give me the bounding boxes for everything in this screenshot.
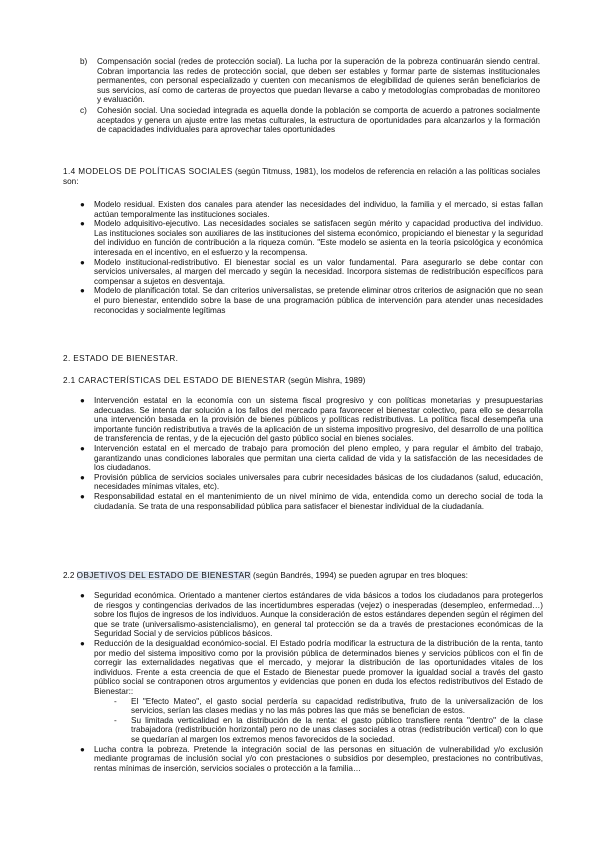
welfare-objectives-list [80, 591, 543, 773]
bullet-icon: ● [80, 443, 85, 453]
section-2-2-heading [63, 571, 543, 581]
list-item-text: Modelo institucional-redistributivo. El bienestar social es un valor fundamental. Para asegurarlo se debe contar con servicios universales, al margen del mercado y según la necesidad. Incorpora sistemas de redistribución específicos para compensar a sujetos en desventaja. [94, 257, 543, 286]
dash-icon: - [114, 715, 117, 725]
lettered-list [80, 57, 540, 135]
list-item-text: Responsabilidad estatal en el mantenimiento de un nivel mínimo de vida, entendida como un derecho social de toda la ciudadanía. Se trata de una responsabilidad pública para satisfacer el bienestar individual de la ciudadanía. [94, 491, 543, 511]
list-item-text: Modelo residual. Existen dos canales para atender las necesidades del individuo, la familia y el mercado, si estas fallan actúan temporalmente las instituciones sociales. [94, 200, 543, 219]
bullet-icon: ● [80, 744, 85, 754]
section-1-4-heading [63, 167, 543, 186]
bullet-icon: ● [80, 491, 85, 501]
bullet-icon: ● [80, 219, 85, 229]
list-item-text: Intervención estatal en el mercado de trabajo para promoción del pleno empleo, y para regular el ámbito del trabajo, garantizando unas condiciones laborales que permitan una cierta calidad de vida y la satisfacción de las necesidades de los ciudadanos. [94, 443, 543, 473]
bullet-icon: ● [80, 591, 85, 600]
list-item [80, 639, 543, 745]
section-2-1-heading [63, 376, 543, 386]
list-item-text: Modelo de planificación total. Se dan criterios universalistas, se pretende eliminar otros criterios de asignación que no sean el puro bienestar, entendido sobre la base de una programación pública de intervención para atender unas necesidades reconocidas y socialmente legítimas [94, 286, 543, 315]
section-title: 2.1 CARACTERÍSTICAS DEL ESTADO DE BIENESTAR [63, 376, 286, 385]
bullet-icon: ● [80, 200, 85, 209]
section-intro: (según Bandrés, 1994) se pueden agrupar en tres bloques: [250, 571, 468, 580]
list-item-text: Provisión pública de servicios sociales universales para cubrir necesidades básicas de los ciudadanos (salud, educación, necesidades mínimas vitales, etc). [94, 472, 543, 492]
list-item-text: Reducción de la desigualdad económico-social. El Estado podría modificar la estructura de la distribución de la renta, tanto por medio del sistema impositivo como por la provisión pública de determinados bienes y servicios públicos con el fin de corregir las externalidades negativas que el mercado, y mejorar la distribución de las oportunidades vitales de los individuos. Frente a esta creencia de que el Estado de Bienestar puede promover la igualdad social a través del gasto público social se contraponen otros argumentos y evidencias que ponen en duda los efectos redistributivos del Estado de Bienestar:: [94, 638, 543, 696]
list-item [80, 591, 543, 639]
section-source: (según Mishra, 1989) [285, 376, 366, 385]
list-item-text: Modelo adquisitivo-ejecutivo. Las necesidades sociales se satisfacen según mérito y capacidad productiva del individuo. Las instituciones sociales son auxiliares de las instituciones del sistema económico, propiciando el bienestar y la seguridad del individuo en función de contribución a la riqueza común. "Este modelo se asienta en la teoría psicológica y económica interesada en el incentivo, en el esfuerzo y la recompensa. [94, 219, 543, 257]
bullet-icon: ● [80, 396, 85, 405]
list-item [80, 219, 543, 257]
list-item [80, 444, 543, 473]
list-item-text: Lucha contra la pobreza. Pretende la integración social de las personas en situación de vulnerabilidad y/o exclusión mediante programas de inclusión social y/o con prestaciones o subsidios por desempleo, prestaciones no contributivas, rentas mínimas de inserción, servicios sociales o protección a la familia… [94, 744, 543, 773]
list-item-text: Compensación social (redes de protección social). La lucha por la superación de la pobreza continuarán siendo central. Cobran importancia las redes de protección social, que deben ser estables y formar parte de sistemas institucionales permanentes, con personal especializado y cuenten con mecanismos de elegibilidad de quienes serán beneficiarios de sus servicios, así como de carteras de proyectos que puedan llevarse a cabo y metodologías comprobadas de monitoreo y evaluación. [97, 57, 540, 105]
section-intro: (según Titmuss, 1981), los modelos de referencia en relación a las políticas sociales son: [63, 167, 541, 186]
sub-list-item [94, 697, 543, 716]
list-item [80, 492, 543, 511]
list-marker: b) [80, 57, 88, 66]
welfare-characteristics-list [80, 396, 543, 511]
list-item [80, 200, 543, 219]
dash-icon: - [114, 696, 117, 706]
bullet-icon: ● [80, 257, 85, 267]
list-marker: c) [80, 106, 87, 115]
section-title: 1.4 MODELOS DE POLÍTICAS SOCIALES [63, 167, 233, 176]
bullet-icon: ● [80, 472, 85, 482]
list-item [80, 745, 543, 774]
policy-models-list [80, 200, 543, 315]
sub-list-item-text: El "Efecto Mateo", el gasto social perdería su capacidad redistributiva, fruto de la universalización de los servicios, serían las clases medias y no las más pobres las que más se benefician de estos. [131, 696, 543, 716]
sub-list [94, 697, 543, 745]
list-item-text: Intervención estatal en la economía con un sistema fiscal progresivo y con políticas monetarias y presupuestarias adecuadas. Se intenta dar solución a los fallos del mercado para favorecer el bienestar colectivo, para ello se desarrolla una intervención basada en la provisión de bienes públicos y políticas redistributivas. La política fiscal desempeña una importante función redistributiva a través de la aplicación de un sistema impositivo progresivo, del desarrollo de una política de transferencia de rentas, y de la ejecución del gasto público social en bienes sociales. [94, 396, 543, 444]
sub-list-item-text: Su limitada verticalidad en la distribución de la renta: el gasto público transfiere renta "dentro" de la clase trabajadora (redistribución horizontal) pero no de unas clases sociales a otras (redistribución vertical) con lo que se quedarían al margen los extremos menos favorecidos de la sociedad. [131, 715, 543, 744]
list-item-c [80, 106, 540, 135]
list-item [80, 396, 543, 444]
section-2-heading: 2. ESTADO DE BIENESTAR. [63, 354, 179, 363]
list-item-text: Cohesión social. Una sociedad integrada es aquella donde la población se comporta de acuerdo a patrones socialmente aceptados y genera un ajuste entre las metas culturales, la estructura de oportunidades para alcanzarlos y la formación de capacidades individuales para aprovechar tales oportunidades [97, 106, 540, 135]
list-item-text: Seguridad económica. Orientado a mantener ciertos estándares de vida básicos a todos los ciudadanos para protegerlos de riesgos y contingencias derivados de las incertidumbres esperadas (vejez) o inesperadas (desempleo, enfermedad…) sobre los flujos de ingresos de los individuos. Aunque la consideración de estos estándares dependen según el régimen del que se trate (universalismo-asistencialismo), en general tal protección se da a través de prestaciones económicas de la Seguridad Social y de servicios públicos básicos. [94, 591, 543, 639]
section-title: OBJETIVOS DEL ESTADO DE BIENESTAR [76, 571, 251, 580]
list-item [80, 473, 543, 492]
sub-list-item [94, 716, 543, 745]
list-item-b [80, 57, 540, 106]
list-item [80, 258, 543, 287]
list-item [80, 286, 543, 315]
section-number: 2.2 [63, 571, 77, 580]
bullet-icon: ● [80, 286, 85, 296]
bullet-icon: ● [80, 638, 85, 648]
